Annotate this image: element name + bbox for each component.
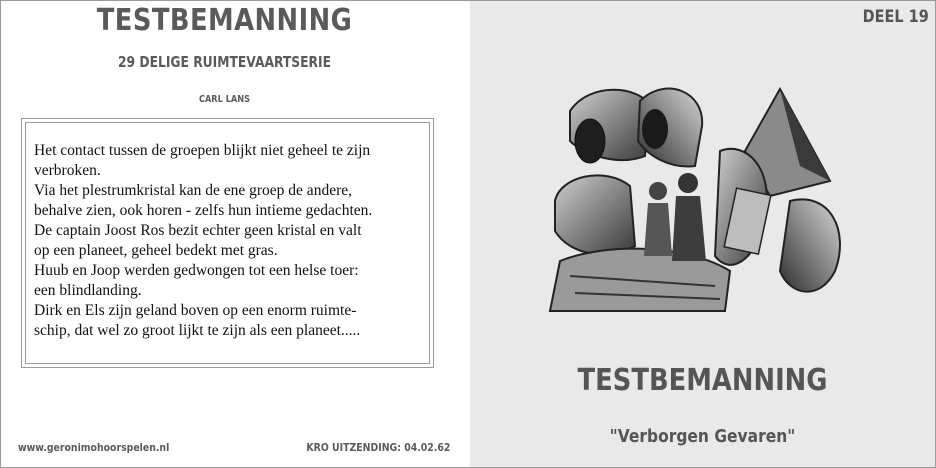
synopsis-line: Het contact tussen de groepen blijkt niet geheel te zijn — [34, 142, 371, 159]
synopsis-line: verbroken. — [34, 162, 101, 179]
cover-title: TESTBEMANNING — [577, 363, 828, 398]
synopsis-frame — [21, 118, 434, 368]
synopsis-line: Via het plestrumkristal kan de ene groep de andere, — [34, 182, 352, 199]
front-cover-panel — [470, 1, 935, 467]
synopsis-line: schip, dat wel zo groot lijkt te zijn als een planeet..... — [34, 322, 361, 339]
website-text: www.geronimohoorspelen.nl — [18, 441, 170, 454]
series-title: TESTBEMANNING — [96, 3, 353, 38]
back-cover-panel — [1, 1, 470, 467]
synopsis-line: Dirk en Els zijn geland boven op een enorm ruimte- — [34, 302, 357, 319]
synopsis-line: een blindlanding. — [34, 282, 142, 299]
series-subtitle: 29 DELIGE RUIMTEVAARTSERIE — [117, 53, 332, 71]
episode-title: "Verborgen Gevaren" — [609, 426, 796, 447]
synopsis-line: Huub en Joop werden gedwongen tot een helse toer: — [34, 262, 359, 279]
broadcast-date: KRO UITZENDING: 04.02.62 — [306, 441, 450, 454]
synopsis-line: op een planeet, geheel bedekt met gras. — [34, 242, 278, 259]
author-name: CARL LANS — [198, 94, 251, 105]
synopsis-text — [34, 141, 423, 341]
machine-right-structure — [715, 89, 840, 292]
episode-number: DEEL 19 — [862, 7, 929, 27]
cover-illustration — [530, 71, 870, 321]
machine-center-horn — [638, 89, 702, 167]
figures — [644, 173, 706, 261]
synopsis-frame-inner — [25, 122, 430, 364]
synopsis-line: De captain Joost Ros bezit echter geen kristal en valt — [34, 222, 362, 239]
synopsis-line: behalve zien, ook horen - zelfs hun intieme gedachten. — [34, 202, 373, 219]
